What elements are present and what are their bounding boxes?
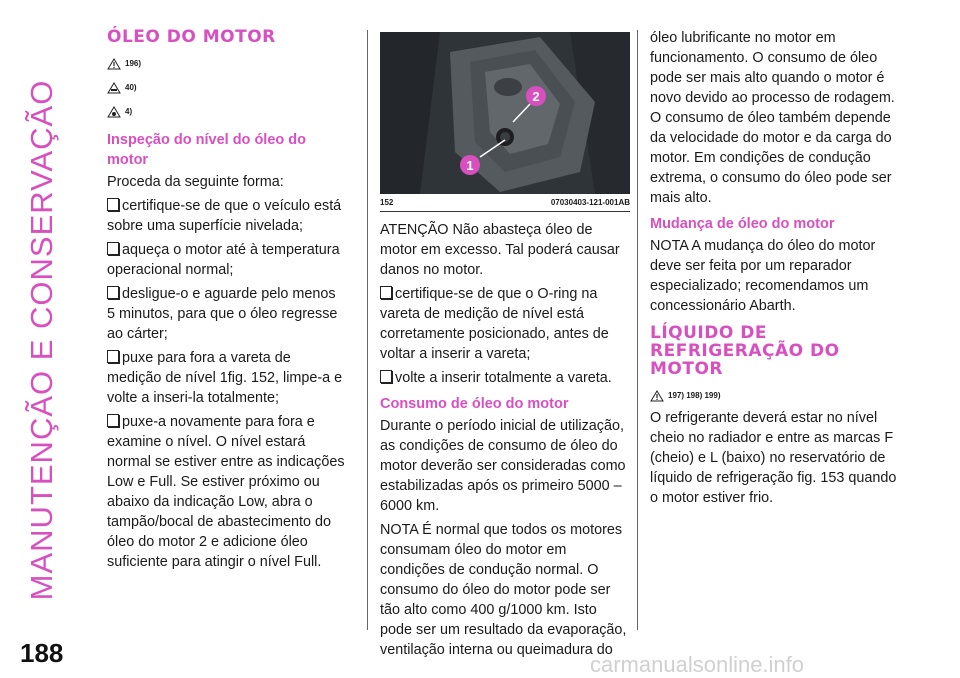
callout-1-label: 1 [466,158,474,173]
checkbox-bullet-icon [107,198,119,211]
checkbox-bullet-icon [380,370,392,383]
subheading-inspection: Inspeção do nível do óleo do motor [107,132,306,168]
list-item: desligue-o e aguarde pelo menos 5 minutos, para que o óleo regresse ao cárter; [107,286,338,342]
engine-photo [380,32,630,194]
warning-ref: 197) 198) 199) [650,384,900,408]
column-3 [650,28,900,512]
checkbox-bullet-icon [107,414,119,427]
list-item: puxe para fora a vareta de medição de nível 1fig. 152, limpe-a e volte a inseri-la totalmente; [107,350,343,406]
column-divider [367,30,368,630]
paragraph: O refrigerante deverá estar no nível cheio no radiador e entre as marcas F (cheio) e L (baixo) no reservatório de líquido de refrigeração fig. 153 quando o motor estiver frio. [650,410,897,506]
section-title-oil: ÓLEO DO MOTOR [107,27,276,47]
watermark: carmanualsonline.info [590,652,805,677]
section-side-title: MANUTENÇÃO E CONSERVAÇÃO [24,79,59,601]
paragraph: óleo lubrificante no motor em funcionamento. O consumo de óleo pode ser mais alto quando o motor é novo devido ao processo de rodagem. O consumo de óleo também depende da velocidade do motor e da carga do motor. Em condições de condução extrema, o consumo do óleo pode ser mais alto. [650,30,895,206]
column-2 [380,220,630,664]
paragraph: NOTA A mudança do óleo do motor deve ser feita por um reparador especializado; recomendamos um concessionário Abarth. [650,238,876,314]
warning-ref: 196) [107,52,347,76]
paragraph: Proceda da seguinte forma: [107,174,284,190]
checkbox-bullet-icon [380,286,392,299]
list-item: puxe-a novamente para fora e examine o nível. O nível estará normal se estiver entre as indicações Low e Full. Se estiver próximo ou abaixo da indicação Low, abra o tampão/bocal de abastecimento do óleo do motor 2 e adicione óleo suficiente para atingir o nível Full. [107,414,345,570]
callout-2-label: 2 [532,89,540,104]
list-item: certifique-se de que o O-ring na vareta de medição de nível está corretamente posicionado, antes de voltar a inserir a vareta; [380,286,609,362]
warning-triangle-icon [107,58,121,70]
caution-icon [107,82,121,94]
paragraph: NOTA É normal que todos os motores consumam óleo do motor em condições de condução normal. O consumo do óleo do motor pode ser tão alto como 400 g/1000 km. Isto pode ser um resultado da evaporação, ventilação interna ou queimadura do [380,522,627,658]
column-1 [107,28,347,576]
subheading-oil-change: Mudança de óleo do motor [650,216,835,232]
checkbox-bullet-icon [107,350,119,363]
figure-code: 07030403-121-001AB [550,198,630,207]
column-divider [637,30,638,630]
page-number: 188 [20,638,64,668]
subheading-consumption: Consumo de óleo do motor [380,396,569,412]
figure-number: 152 [380,198,394,207]
paragraph: Durante o período inicial de utilização, as condições de consumo de óleo do motor deverão ser consideradas como estabilizadas após os primeiro 5000 – 6000 km. [380,418,626,514]
figure-caption [380,198,630,212]
list-item: volte a inserir totalmente a vareta. [380,368,630,388]
warning-triangle-icon [650,390,664,402]
checkbox-bullet-icon [107,286,119,299]
section-title-coolant: LÍQUIDO DE REFRIGERAÇÃO DO MOTOR [650,323,840,379]
leaf-icon [107,106,121,118]
environment-ref: 4) [107,100,347,124]
checkbox-bullet-icon [107,242,119,255]
caution-ref: 40) [107,76,347,100]
figure-rule [380,211,630,212]
paragraph: ATENÇÃO Não abasteça óleo de motor em excesso. Tal poderá causar danos no motor. [380,222,620,278]
list-item: aqueça o motor até à temperatura operacional normal; [107,242,340,278]
list-item: certifique-se de que o veículo está sobre uma superfície nivelada; [107,198,342,234]
